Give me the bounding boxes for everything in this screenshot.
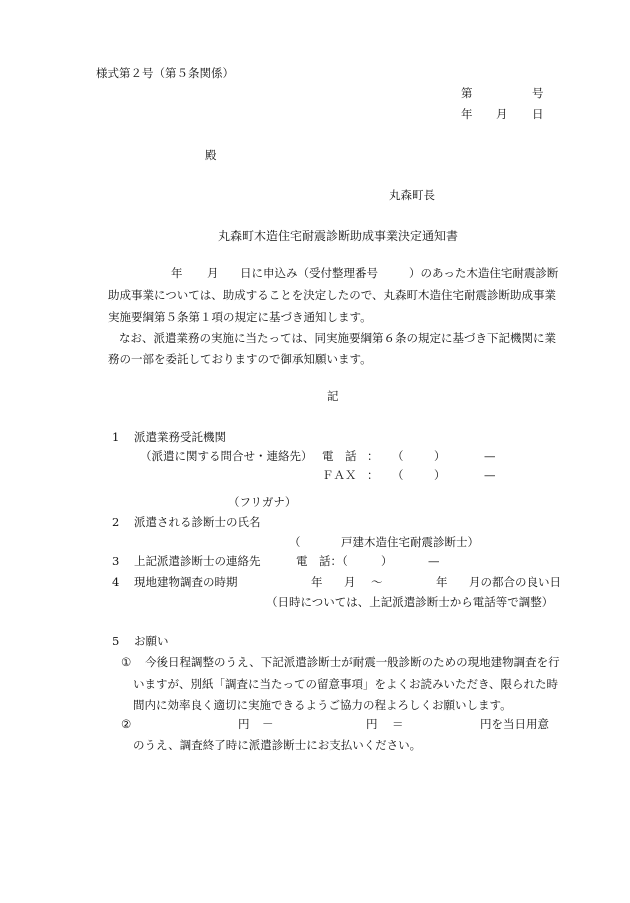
- item1-tel-open: （: [392, 449, 404, 463]
- body-p1-line2: 助成事業については、助成することを決定したので、丸森町木造住宅耐震診断助成事業: [108, 288, 557, 302]
- item4-year-to: 年: [436, 575, 448, 589]
- request1-line3: 間内に効率良く適切に実施できるようご協力の程よろしくお願いします。: [133, 698, 512, 712]
- item2-label: 派遣される診断士の氏名: [134, 515, 261, 529]
- item1-fax-close: ）: [434, 468, 446, 482]
- item4-month-to: 月の都合の良い日: [469, 575, 561, 589]
- item2-qualification: 戸建木造住宅耐震診断士）: [341, 535, 479, 549]
- item3-tel-close: ）: [381, 554, 393, 568]
- request2-yen1: 円: [238, 717, 250, 731]
- sender: 丸森町長: [389, 188, 435, 202]
- furigana-label: （フリガナ）: [228, 495, 297, 509]
- request2-minus: －: [262, 717, 274, 731]
- request1-mark: ①: [121, 655, 132, 669]
- body-p2-line1: なお、派遣業務の実施に当たっては、同実施要綱第６条の規定に基づき下記機関に業: [119, 331, 556, 345]
- item3-tel-dash: —: [428, 554, 440, 568]
- ki-heading: 記: [327, 389, 339, 403]
- item4-label: 現地建物調査の時期: [134, 575, 238, 589]
- item2-number: 2: [112, 515, 120, 529]
- item1-contact: （派遣に関する問合せ・連絡先）: [140, 449, 313, 463]
- date-year: 年: [461, 107, 473, 121]
- item1-tel-label: 電 話: [322, 449, 357, 463]
- form-number: 様式第２号（第５条関係）: [96, 66, 234, 80]
- item3-label: 上記派遣診断士の連絡先: [134, 554, 261, 568]
- request2-tail: 円を当日用意: [480, 717, 549, 731]
- item4-tilde: ～: [371, 575, 383, 589]
- request2-equals: ＝: [392, 717, 404, 731]
- item5-label: お願い: [134, 634, 169, 648]
- item4-note: （日時については、上記派遣診断士から電話等で調整）: [266, 595, 554, 609]
- item4-number: 4: [112, 575, 120, 589]
- request2-line2: のうえ、調査終了時に派遣診断士にお支払いください。: [133, 738, 422, 752]
- body-p1-year: 年: [171, 266, 183, 280]
- item1-fax-open: （: [392, 468, 404, 482]
- body-p1-application: 日に申込み（受付整理番号: [240, 266, 378, 280]
- body-p2-line2: 務の一部を委託しておりますので御承知願います。: [108, 352, 372, 366]
- request2-mark: ②: [121, 717, 132, 731]
- body-p1-line3: 実施要綱第５条第１項の規定に基づき通知します。: [108, 310, 372, 324]
- item3-number: 3: [112, 554, 120, 568]
- item4-year-from: 年: [311, 575, 323, 589]
- date-month: 月: [496, 107, 508, 121]
- item1-fax-colon: ：: [367, 468, 379, 482]
- item2-qual-open: （: [289, 535, 301, 549]
- item1-number: 1: [112, 430, 120, 444]
- item1-tel-colon: ：: [367, 449, 379, 463]
- request1-line2: いますが、別紙「調査に当たっての留意事項」をよくお読みいただき、限られた時: [133, 677, 559, 691]
- document-title: 丸森町木造住宅耐震診断助成事業決定通知書: [218, 229, 459, 243]
- doc-number-prefix: 第: [461, 86, 473, 100]
- request2-yen2: 円: [366, 717, 378, 731]
- item1-fax-label: ＦＡＸ: [322, 468, 357, 482]
- item1-tel-dash: —: [484, 449, 496, 463]
- date-day: 日: [532, 107, 544, 121]
- body-p1-after-number: ）のあった木造住宅耐震診断: [409, 266, 559, 280]
- item5-number: 5: [112, 634, 120, 648]
- item1-label: 派遣業務受託機関: [134, 430, 226, 444]
- addressee-suffix: 殿: [205, 148, 217, 162]
- item4-month-from: 月: [344, 575, 356, 589]
- item1-tel-close: ）: [434, 449, 446, 463]
- doc-number-suffix: 号: [532, 86, 544, 100]
- item3-tel: 電 話：（: [296, 554, 348, 568]
- body-p1-month: 月: [207, 266, 219, 280]
- request1-line1: 今後日程調整のうえ、下記派遣診断士が耐震一般診断のための現地建物調査を行: [145, 655, 560, 669]
- item1-fax-dash: —: [484, 468, 496, 482]
